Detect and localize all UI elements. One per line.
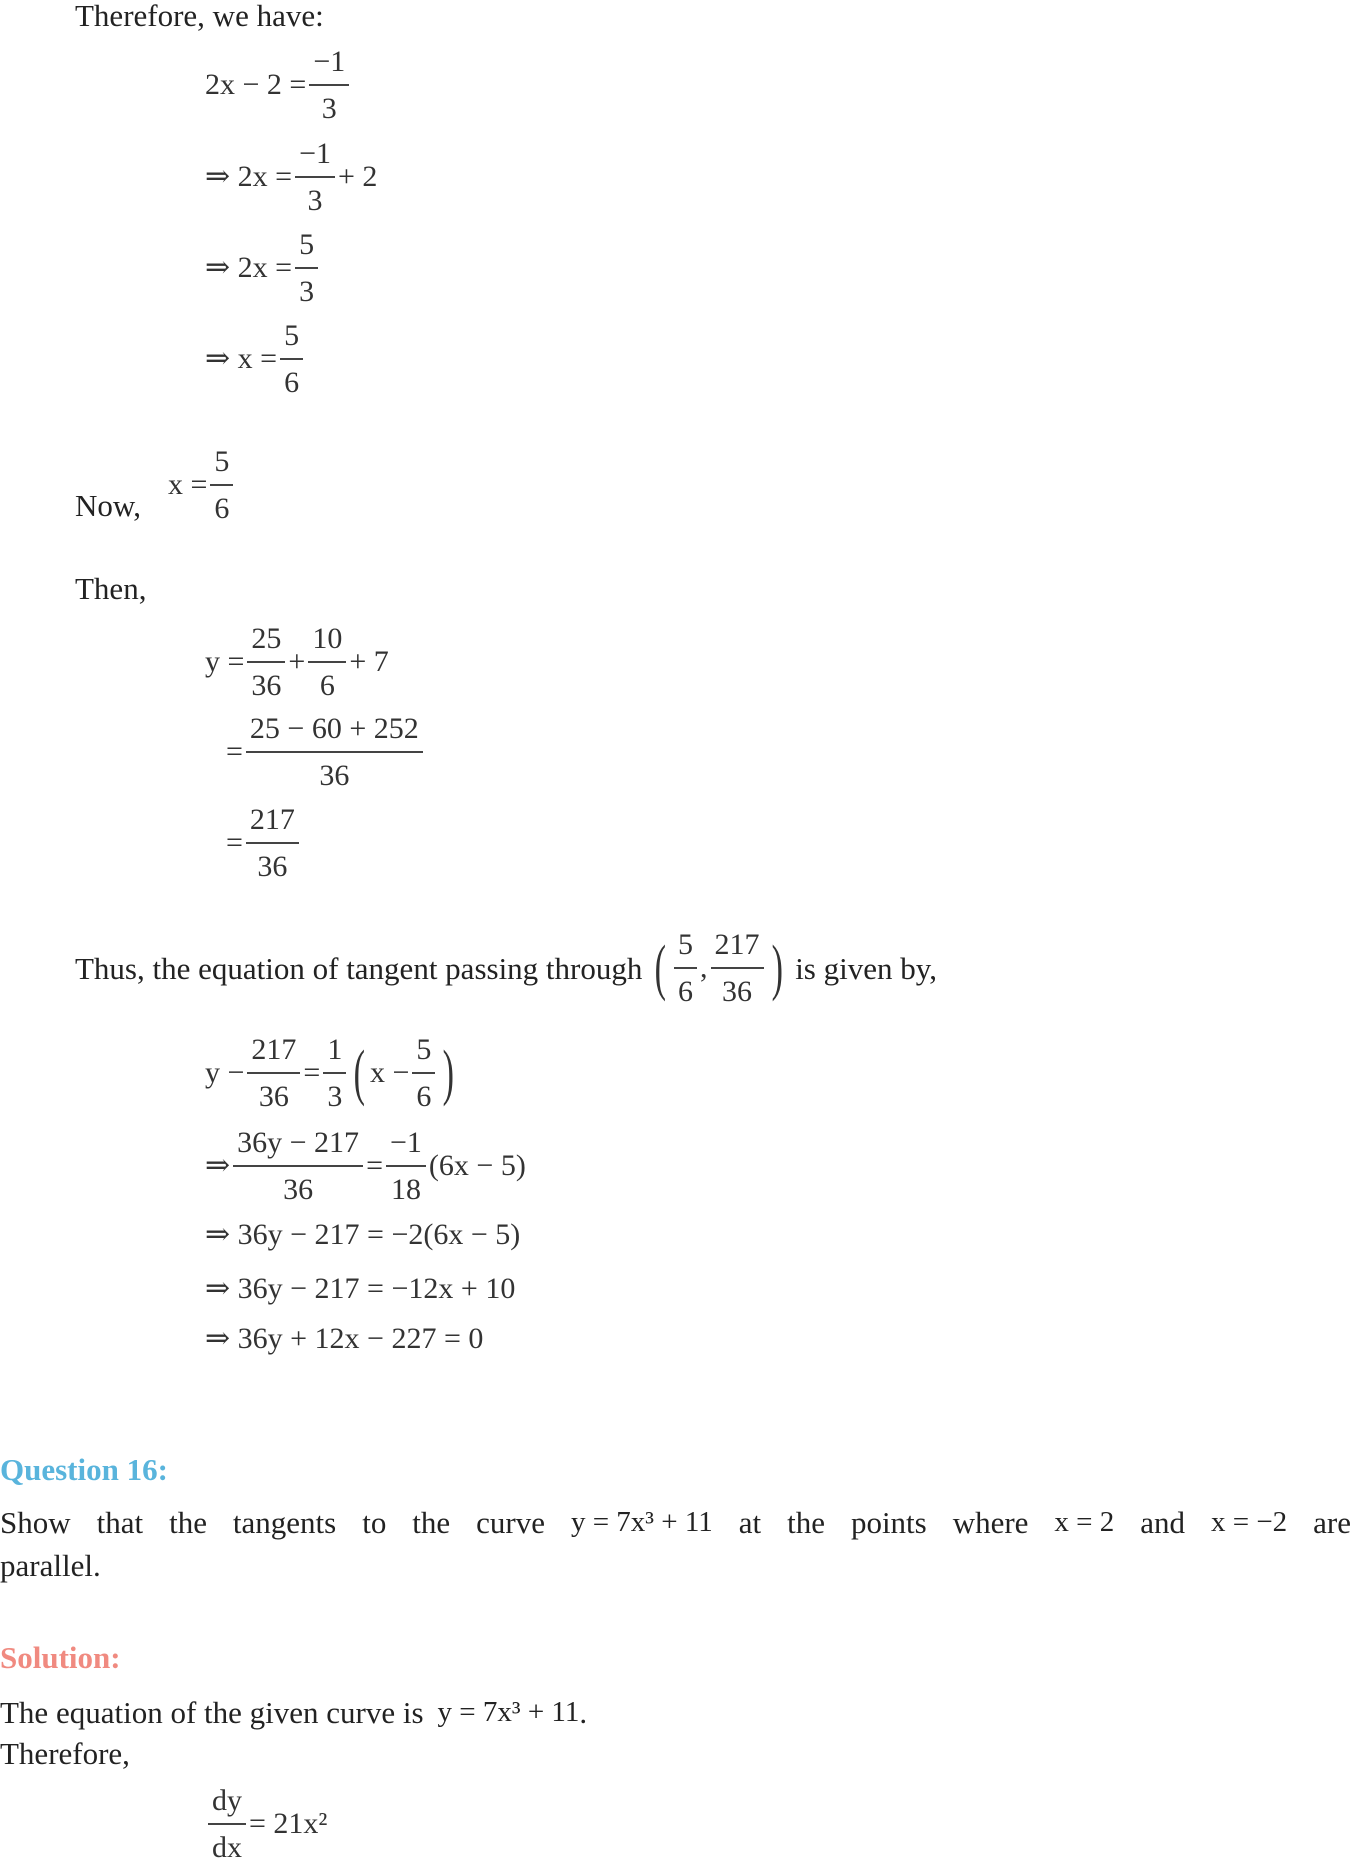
- thus-pre: Thus, the equation of tangent passing through: [75, 950, 643, 986]
- t1-eq: =: [303, 1056, 321, 1089]
- q-word: points: [850, 1505, 927, 1540]
- t1-inner: x −: [370, 1056, 410, 1089]
- thus-pn1: 5: [674, 928, 697, 969]
- t2-n2: −1: [386, 1126, 426, 1167]
- t1-n1: 217: [247, 1033, 300, 1074]
- step-3-den: 3: [299, 275, 315, 308]
- y1-lhs: y =: [205, 645, 245, 678]
- thus-pd2: 36: [722, 975, 753, 1008]
- t1-n2: 1: [323, 1033, 346, 1074]
- question-title: Question 16:: [0, 1452, 168, 1487]
- step-1: [205, 45, 352, 125]
- t1-d3: 6: [416, 1080, 432, 1113]
- implies-sign: ⇒: [205, 160, 231, 193]
- now-num: 5: [210, 445, 233, 486]
- solution-curve-equation: y = 7x³ + 11: [437, 1696, 580, 1728]
- q-word: at: [738, 1505, 762, 1540]
- t1-lhs: y −: [205, 1056, 245, 1089]
- q-word: tangents: [232, 1505, 337, 1540]
- now-den: 6: [214, 492, 230, 525]
- y1-n1: 25: [247, 622, 285, 663]
- step-2: [205, 137, 377, 217]
- q-curve-equation: y = 7x³ + 11: [570, 1506, 713, 1538]
- step-1-lhs: 2x − 2 =: [205, 68, 307, 101]
- t2-d2: 18: [390, 1173, 421, 1206]
- q-word: are: [1313, 1505, 1351, 1540]
- y1-d1: 36: [251, 669, 282, 702]
- question-line-1: [0, 1507, 1351, 1538]
- tangent-line-2: [205, 1126, 526, 1206]
- q-point-2: x = −2: [1210, 1506, 1288, 1538]
- t1-n3: 5: [412, 1033, 435, 1074]
- then-label: Then,: [75, 571, 147, 606]
- y2-eq: =: [226, 735, 243, 768]
- tangent-line-1: y − $\frac{217}{36}$ = $\frac{1}{3}$ ( x − $\frac{5}{6}$ ): [205, 1033, 455, 1113]
- t1-d1: 36: [258, 1080, 289, 1113]
- step-2-den: 3: [307, 184, 323, 217]
- y1-tail: + 7: [349, 645, 389, 678]
- now-lhs: x =: [168, 468, 208, 501]
- now-equation: [168, 445, 236, 525]
- step-4-num: 5: [280, 319, 303, 360]
- step-3-num: 5: [295, 228, 318, 269]
- q-word: where: [952, 1505, 1029, 1540]
- deriv-den: dx: [212, 1831, 242, 1864]
- t1-d2: 3: [327, 1080, 343, 1113]
- t2-d1: 36: [283, 1173, 314, 1206]
- now-label: Now,: [75, 488, 142, 523]
- step-4-lhs: x =: [237, 342, 278, 375]
- y3-eq: =: [226, 826, 243, 859]
- thus-pd1: 6: [678, 975, 694, 1008]
- q-word: curve: [476, 1505, 545, 1540]
- step-2-lhs: 2x =: [237, 160, 293, 193]
- q-word: the: [787, 1505, 825, 1540]
- tangent-line-3: ⇒ 36y − 217 = −2(6x − 5): [205, 1218, 521, 1251]
- y-line-1: [205, 622, 389, 702]
- q-word: the: [169, 1505, 207, 1540]
- q-word: Show: [0, 1505, 71, 1540]
- q-word: to: [362, 1505, 387, 1540]
- y-line-3: [226, 803, 302, 883]
- y2-den: 36: [319, 759, 350, 792]
- step-1-num: −1: [309, 45, 349, 86]
- question-line-2: parallel.: [0, 1548, 101, 1583]
- solution-line-1: [0, 1697, 587, 1728]
- q-point-1: x = 2: [1054, 1506, 1115, 1538]
- thus-comma: ,: [700, 951, 708, 984]
- q-word: that: [96, 1505, 144, 1540]
- q-word: and: [1140, 1505, 1185, 1540]
- y1-n2: 10: [308, 622, 346, 663]
- implies-sign: ⇒: [205, 1149, 231, 1182]
- thus-line: [75, 928, 937, 1008]
- y3-num: 217: [246, 803, 299, 844]
- step-4: [205, 319, 306, 399]
- lead-text: Therefore, we have:: [75, 0, 324, 33]
- y2-num: 25 − 60 + 252: [246, 712, 423, 753]
- y1-plus: +: [288, 645, 306, 678]
- step-1-den: 3: [321, 92, 337, 125]
- implies-sign: ⇒: [205, 342, 231, 375]
- t2-eq: =: [366, 1149, 383, 1182]
- deriv-rhs: = 21x²: [249, 1807, 328, 1840]
- thus-pn2: 217: [711, 928, 764, 969]
- thus-post: is given by,: [795, 950, 937, 986]
- step-4-den: 6: [284, 366, 300, 399]
- step-2-tail: + 2: [337, 160, 378, 193]
- deriv-num: dy: [208, 1784, 246, 1825]
- tangent-line-5: ⇒ 36y + 12x − 227 = 0: [205, 1322, 484, 1355]
- step-3-lhs: 2x =: [237, 251, 293, 284]
- step-2-num: −1: [295, 137, 335, 178]
- t2-tail: (6x − 5): [428, 1149, 526, 1182]
- step-3: [205, 228, 321, 308]
- tangent-line-4: ⇒ 36y − 217 = −12x + 10: [205, 1272, 516, 1305]
- solution-line-1-end: .: [579, 1695, 588, 1730]
- solution-line-1-text: The equation of the given curve is: [0, 1695, 424, 1730]
- y-line-2: [226, 712, 426, 792]
- thus-point: ( $\frac{5}{6}$ , $\frac{217}{36}$ ): [655, 928, 783, 1008]
- t2-n1: 36y − 217: [233, 1126, 363, 1167]
- q-word: the: [412, 1505, 451, 1540]
- implies-sign: ⇒: [205, 251, 231, 284]
- y1-d2: 6: [319, 669, 335, 702]
- y3-den: 36: [257, 850, 288, 883]
- solution-title: Solution:: [0, 1640, 121, 1675]
- derivative-line: [205, 1784, 327, 1864]
- solution-line-2: Therefore,: [0, 1736, 130, 1771]
